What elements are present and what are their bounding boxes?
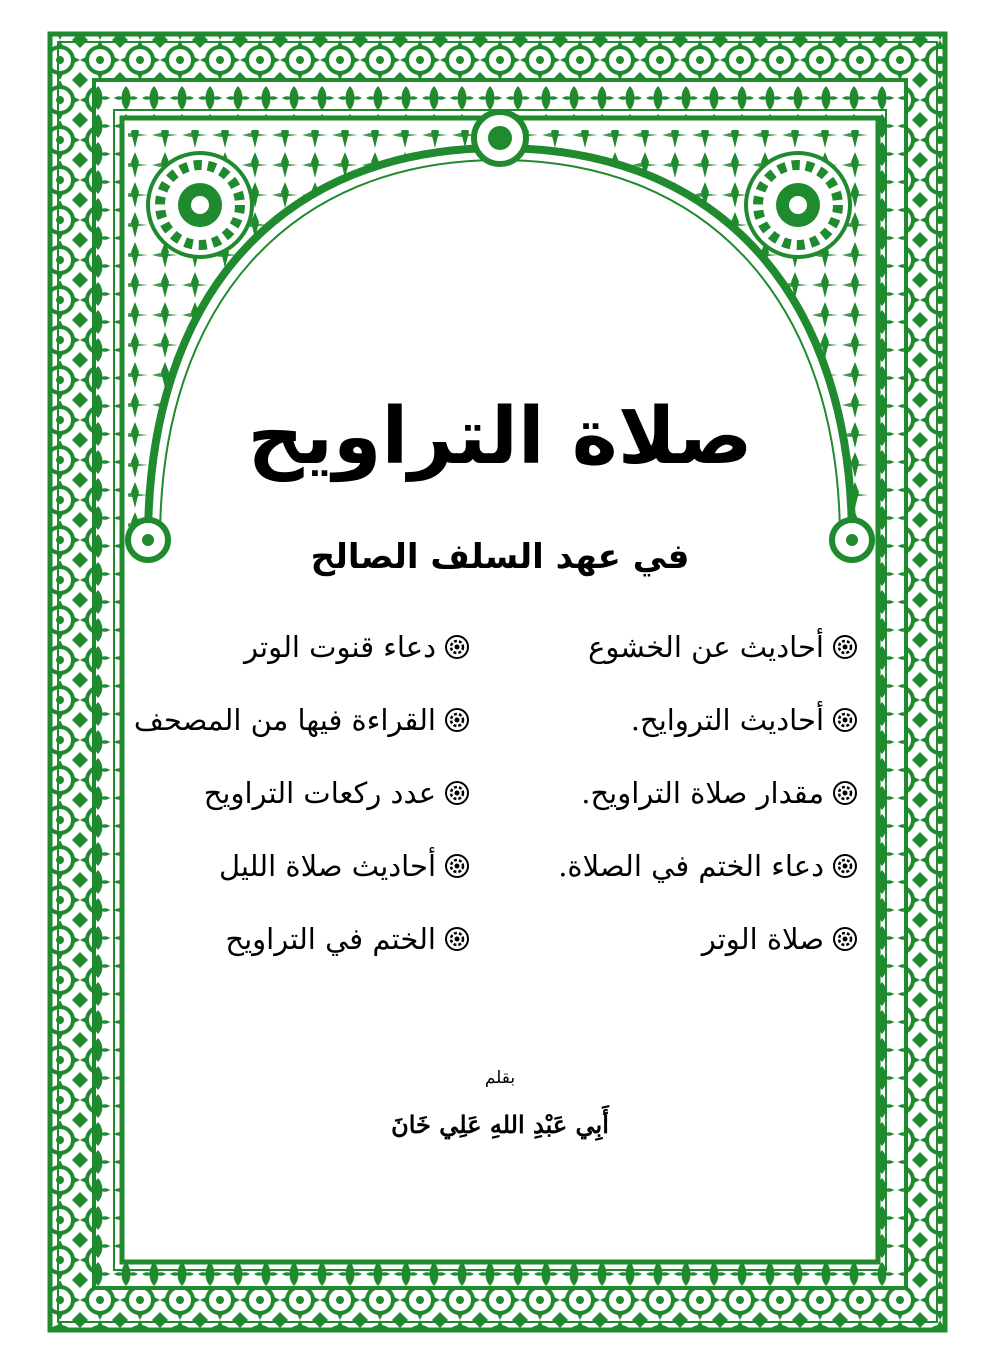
flower-bullet-icon bbox=[832, 634, 858, 660]
topic-item bbox=[130, 829, 470, 902]
topic-item bbox=[498, 829, 858, 902]
book-title: صلاة التراويح bbox=[247, 392, 753, 482]
topic-item bbox=[130, 610, 470, 683]
right-arch-knob bbox=[832, 520, 872, 560]
flower-bullet-icon bbox=[832, 926, 858, 952]
topics-list bbox=[130, 610, 870, 980]
book-subtitle: في عهد السلف الصالح bbox=[310, 537, 690, 577]
flower-bullet-icon bbox=[832, 707, 858, 733]
flower-bullet-icon bbox=[444, 780, 470, 806]
topic-text: دعاء الختم في الصلاة. bbox=[558, 848, 824, 883]
topic-text: مقدار صلاة التراويح. bbox=[581, 775, 824, 810]
topic-text: عدد ركعات التراويح bbox=[203, 775, 436, 810]
topics-column-right bbox=[498, 610, 858, 975]
left-arch-knob bbox=[128, 520, 168, 560]
flower-bullet-icon bbox=[832, 853, 858, 879]
keystone-ornament bbox=[474, 112, 526, 164]
right-rosette bbox=[746, 153, 850, 257]
topic-text: أحاديث عن الخشوع bbox=[588, 629, 824, 664]
flower-bullet-icon bbox=[832, 780, 858, 806]
topic-text: أحاديث التروايح. bbox=[630, 702, 824, 737]
topic-text: القراءة فيها من المصحف bbox=[133, 702, 436, 737]
author-name: أَبِي عَبْدِ اللهِ عَلِي خَانَ bbox=[391, 1110, 609, 1139]
topic-item bbox=[130, 902, 470, 975]
flower-bullet-icon bbox=[444, 634, 470, 660]
topic-text: الختم في التراويح bbox=[225, 921, 436, 956]
topic-item bbox=[498, 902, 858, 975]
topic-text: أحاديث صلاة الليل bbox=[218, 848, 436, 883]
topic-text: دعاء قنوت الوتر bbox=[244, 629, 436, 664]
topic-item bbox=[498, 610, 858, 683]
topics-column-left bbox=[130, 610, 470, 975]
topic-item bbox=[130, 756, 470, 829]
topic-item bbox=[130, 683, 470, 756]
left-rosette bbox=[148, 153, 252, 257]
flower-bullet-icon bbox=[444, 707, 470, 733]
flower-bullet-icon bbox=[444, 853, 470, 879]
flower-bullet-icon bbox=[444, 926, 470, 952]
by-label: بقلم bbox=[484, 1068, 516, 1088]
topic-item bbox=[498, 683, 858, 756]
topic-item bbox=[498, 756, 858, 829]
topic-text: صلاة الوتر bbox=[701, 921, 824, 956]
